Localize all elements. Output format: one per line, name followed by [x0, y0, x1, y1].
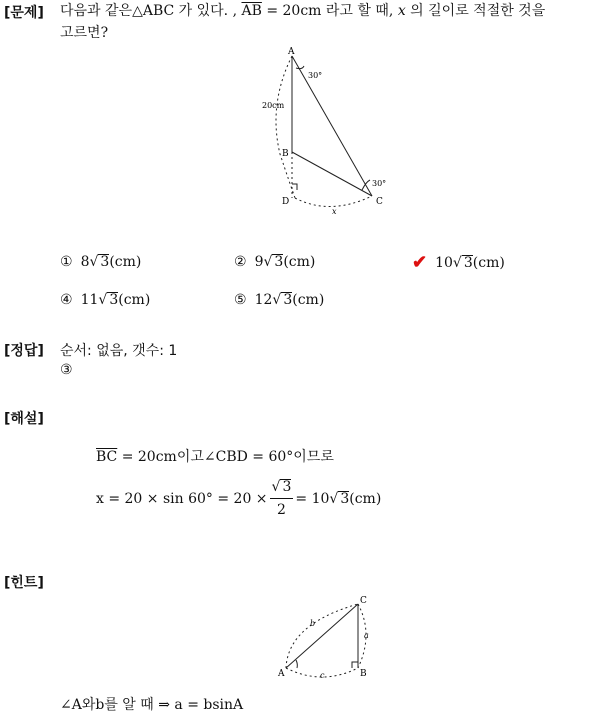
solution-line2: x = 20 × sin 60° = 20 × $\frac{√ 3}{2}$ = 10 √ 3 (cm) — [96, 476, 381, 521]
option-4[interactable] — [60, 292, 150, 308]
solution-text-part: = 20cm이고∠CBD = 60°이므로 — [117, 449, 334, 465]
vertex-c: C — [360, 596, 367, 606]
side-b — [286, 604, 358, 668]
variable-x: x — [397, 3, 406, 19]
solution-radicand: 3 — [340, 491, 350, 507]
option-value: 11√ 3(cm) — [80, 292, 151, 308]
option-number: ② — [234, 254, 247, 270]
arc-bottom — [295, 196, 372, 207]
side-label-c: c — [320, 671, 325, 680]
option-number: ① — [60, 254, 73, 270]
option-value: 8√ 3(cm) — [80, 254, 142, 270]
vertex-b: B — [360, 669, 367, 679]
right-angle-mark — [292, 184, 297, 190]
solution-text-part: x = 20 × sin 60° = 20 × — [96, 490, 268, 507]
segment-bc: $\overline{BC}$ — [96, 449, 118, 465]
side-label-20cm: 20cm — [262, 101, 285, 110]
vertex-c: C — [376, 197, 383, 207]
right-angle-mark — [352, 662, 358, 668]
angle-a-arc — [296, 66, 304, 69]
vertex-b: B — [282, 149, 289, 159]
problem-text-part: 다음과 같은△ABC 가 있다. , — [60, 3, 242, 19]
problem-text — [60, 0, 590, 44]
vertex-d: D — [282, 197, 290, 207]
angle-a-arc — [296, 660, 297, 668]
option-value: 9√ 3(cm) — [254, 254, 316, 270]
answer-label: [정답] — [4, 343, 44, 359]
angle-c-label: 30° — [372, 179, 387, 188]
side-ac — [292, 56, 372, 196]
side-label-a: a — [364, 631, 369, 640]
answer-value: ③ — [60, 362, 73, 378]
checkmark-icon: ✔ — [412, 252, 428, 273]
answer-meta: 순서: 없음, 갯수: 1 — [60, 343, 178, 359]
side-label-b: b — [310, 619, 316, 628]
option-number: ④ — [60, 292, 73, 308]
solution-line1 — [96, 446, 334, 468]
option-5[interactable] — [234, 292, 324, 308]
hint-triangle-figure — [276, 594, 376, 680]
option-value: 12√ 3(cm) — [254, 292, 325, 308]
problem-text-part: = 20cm 라고 할 때, — [261, 3, 398, 19]
option-3[interactable] — [412, 252, 505, 273]
vertex-a: A — [288, 47, 295, 57]
option-1[interactable] — [60, 254, 141, 270]
fraction: $\frac{√ 3}{2}$ — [270, 476, 294, 521]
solution-unit: (cm) — [349, 490, 382, 507]
problem-label: [문제] — [4, 5, 44, 21]
solution-text-part: = 10 — [295, 490, 330, 507]
hint-label: [힌트] — [4, 575, 44, 591]
angle-a-label: 30° — [308, 71, 323, 80]
triangle-figure — [250, 44, 400, 219]
problem-text-line2: 고르면? — [60, 25, 109, 41]
option-value: 10√ 3(cm) — [435, 254, 505, 271]
segment-ab: $\overline{AB}$ — [241, 3, 262, 19]
option-number: ⑤ — [234, 292, 247, 308]
problem-text-part: 의 길이로 적절한 것을 — [405, 3, 546, 19]
vertex-a: A — [278, 669, 285, 679]
side-label-x: x — [332, 207, 337, 216]
solution-label: [해설] — [4, 411, 44, 427]
option-2[interactable] — [234, 254, 315, 270]
hint-text: ∠A와b를 알 때 ⇒ a = bsinA — [60, 697, 244, 713]
